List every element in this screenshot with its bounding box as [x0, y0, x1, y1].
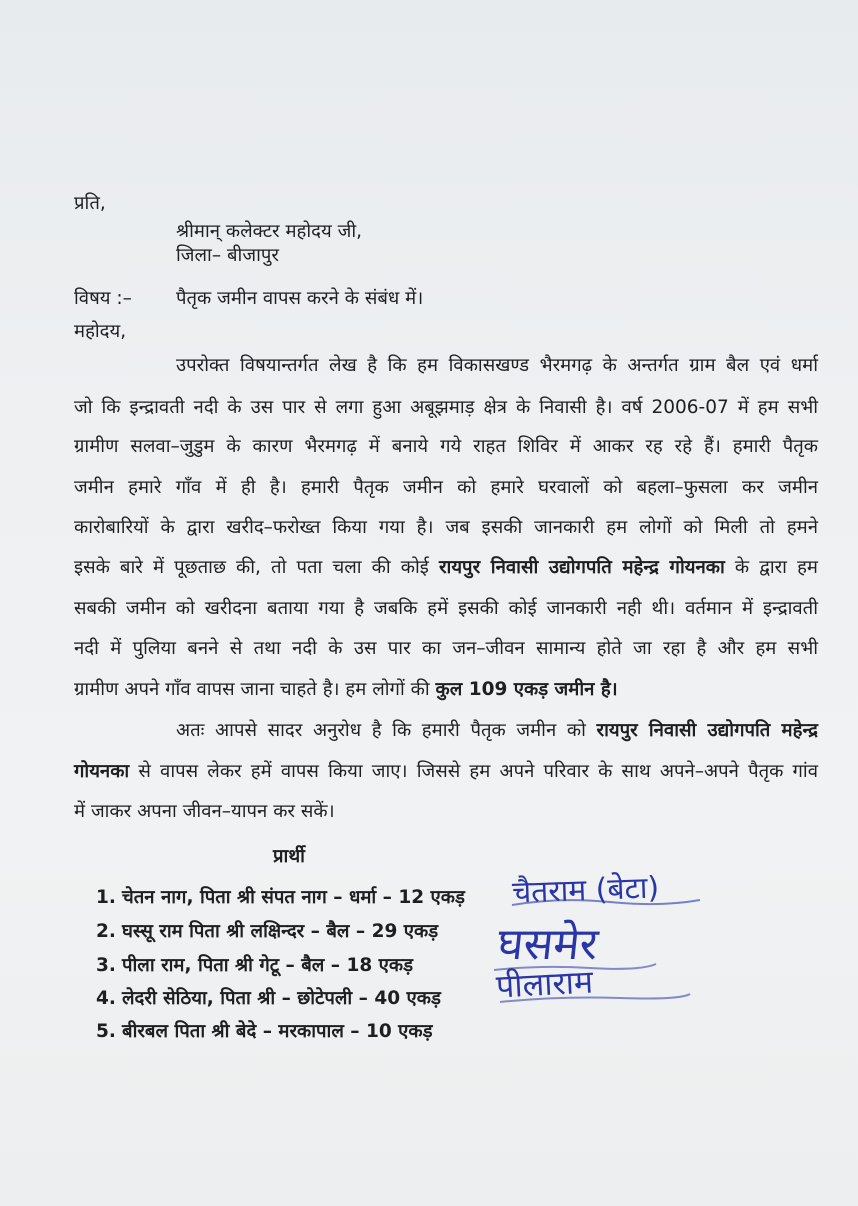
applicants-label: प्रार्थी: [273, 846, 305, 867]
item-number: 3.: [96, 955, 116, 976]
district: जिला– बीजापुर: [176, 245, 279, 266]
total-land: कुल 109 एकड़ जमीन है।: [435, 679, 618, 700]
signature-underline-stroke: [494, 964, 656, 970]
signature-ghasmer: घसमेर: [495, 919, 601, 970]
item-number: 5.: [96, 1021, 116, 1042]
signature-underline-stroke: [500, 994, 690, 1002]
item-number: 2.: [96, 921, 116, 942]
industrialist-name: रायपुर निवासी उद्योगपति महेन्द्र: [596, 720, 818, 741]
para2-line2-post: से वापस लेकर हमें वापस किया जाए। जिससे हम अपने परिवार के साथ अपने–अपने पैतृक गांव: [129, 761, 818, 782]
para1-line6-pre: इसके बारे में पूछताछ की, तो पता चला की कोई: [74, 557, 439, 578]
para1-line: ग्रामीण सलवा–जुडुम के कारण भैरमगढ़ में बनाये गये राहत शिविर में आकर रह रहे हैं। हमारी पैतृक: [74, 436, 818, 457]
item-number: 4.: [96, 988, 116, 1009]
applicant-text: चेतन नाग, पिता श्री संपत नाग – धर्मा – 12 एकड़: [122, 887, 465, 908]
signature-pilaram: पीलाराम: [495, 962, 594, 1006]
subject-text: पैतृक जमीन वापस करने के संबंध में।: [176, 288, 424, 309]
para1-line: कारोबारियों के द्वारा खरीद–फरोख्त किया गया है। जब इसकी जानकारी हम लोगों को मिली तो हमने: [74, 517, 818, 538]
para1-line: जमीन हमारे गाँव में ही है। हमारी पैतृक जमीन को हमारे घरवालों को बहला–फुसला कर जमीन: [74, 477, 818, 498]
para2-last-line: में जाकर अपना जीवन–यापन कर सकें।: [74, 801, 335, 822]
para2-line1-pre: अतः आपसे सादर अनुरोध है कि हमारी पैतृक जमीन को: [176, 720, 597, 741]
industrialist-surname: गोयनका: [74, 761, 130, 782]
applicant-text: बीरबल पिता श्री बेदे – मरकापाल – 10 एकड़: [122, 1021, 433, 1042]
applicant-text: पीला राम, पिता श्री गेटू – बैल – 18 एकड़: [122, 955, 414, 976]
para1-last-pre: ग्रामीण अपने गाँव वापस जाना चाहते है। हम लोगों की: [74, 679, 436, 700]
addressee: श्रीमान् कलेक्टर महोदय जी,: [176, 221, 363, 242]
para1-line: उपरोक्त विषयान्तर्गत लेख है कि हम विकासखण्ड भैरमगढ़ के अन्तर्गत ग्राम बैल एवं धर्मा: [176, 355, 818, 376]
signature-chetram: चैतराम (बेटा): [511, 870, 660, 911]
salutation: महोदय,: [74, 321, 127, 342]
applicant-text: घस्सू राम पिता श्री लक्षिन्दर – बैल – 29 एकड़: [122, 921, 439, 942]
subject-label: विषय :–: [74, 288, 132, 309]
industrialist-name: रायपुर निवासी उद्योगपति महेन्द्र गोयनका: [438, 557, 725, 578]
para1-line6-post: के द्वारा हम: [724, 557, 818, 578]
applicant-text: लेदरी सेठिया, पिता श्री – छोटेपली – 40 एकड़: [122, 988, 441, 1009]
item-number: 1.: [96, 887, 116, 908]
para1-line: जो कि इन्द्रावती नदी के उस पार से लगा हुआ अबूझमाड़ क्षेत्र के निवासी है। वर्ष 2006-07 में हम सभी: [74, 397, 818, 418]
para1-line: सबकी जमीन को खरीदना बताया गया है जबकि हमें इसकी कोई जानकारी नही थी। वर्तमान में इन्द्रावती: [74, 598, 818, 619]
prati-label: प्रति,: [74, 193, 106, 214]
para1-line: नदी में पुलिया बनने से तथा नदी के उस पार का जन–जीवन सामान्य होते जा रहा है और हम सभी: [74, 638, 818, 659]
signature-underline-stroke: [512, 900, 700, 905]
